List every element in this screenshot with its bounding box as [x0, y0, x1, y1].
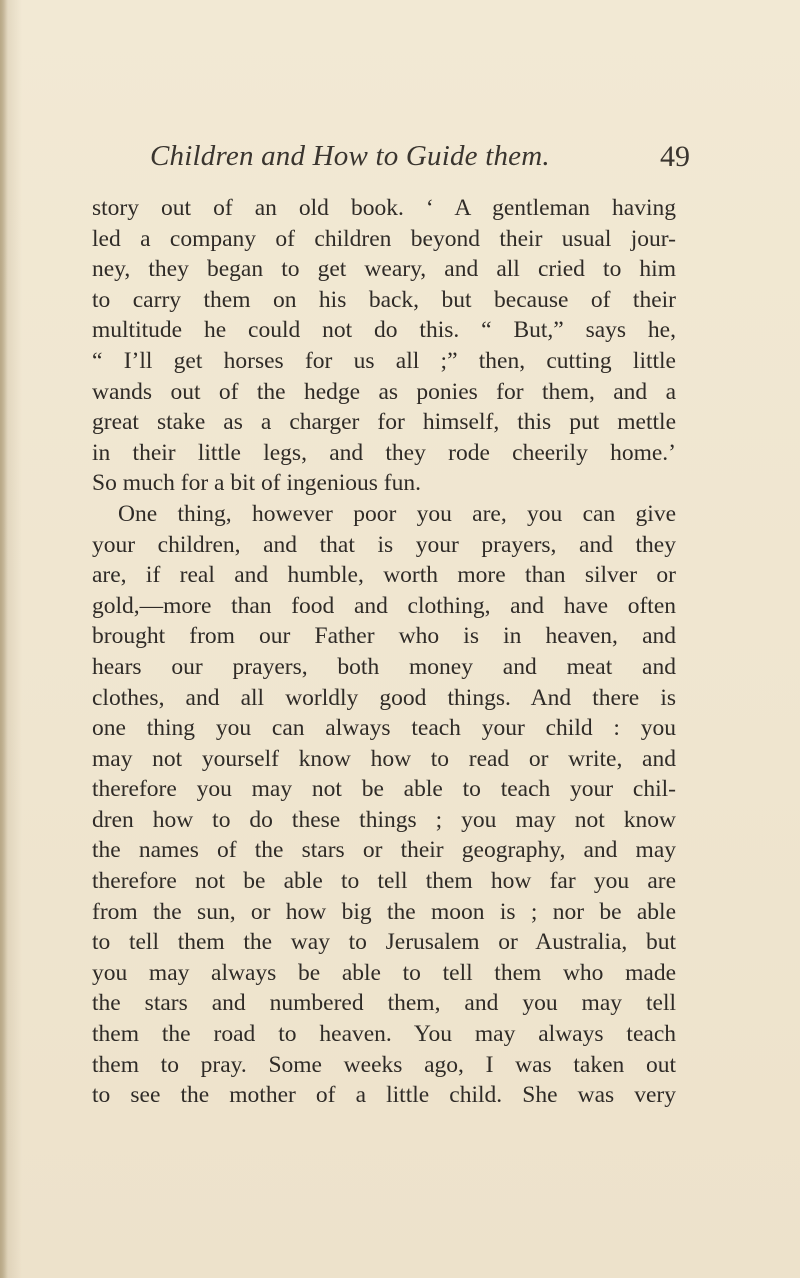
text-line: your children, and that is your prayers, and they	[92, 531, 676, 558]
running-title: Children and How to Guide them.	[150, 140, 550, 172]
text-line: the names of the stars or their geography, and may	[92, 837, 676, 864]
body-text	[92, 193, 676, 1111]
text-line: the stars and numbered them, and you may tell	[92, 990, 676, 1017]
text-line: them to pray. Some weeks ago, I was taken out	[92, 1051, 676, 1078]
text-line: one thing you can always teach your child : you	[92, 715, 676, 742]
text-line: to tell them the way to Jerusalem or Australia, but	[92, 929, 676, 956]
text-line: therefore not be able to tell them how far you are	[92, 868, 676, 895]
text-line: therefore you may not be able to teach your chil-	[92, 776, 676, 803]
page-gutter-shadow	[0, 0, 8, 1278]
text-line: One thing, however poor you are, you can give	[118, 500, 676, 527]
text-line: clothes, and all worldly good things. And there is	[92, 684, 676, 711]
text-line: in their little legs, and they rode cheerily home.’	[92, 439, 676, 466]
text-line: ney, they began to get weary, and all cried to him	[92, 256, 676, 283]
text-line: from the sun, or how big the moon is ; nor be able	[92, 898, 676, 925]
text-line: gold,—more than food and clothing, and have often	[92, 592, 676, 619]
text-line: multitude he could not do this. “ But,” says he,	[92, 317, 676, 344]
text-line: you may always be able to tell them who made	[92, 959, 676, 986]
text-line: great stake as a charger for himself, this put mettle	[92, 409, 676, 436]
text-line: wands out of the hedge as ponies for them, and a	[92, 378, 676, 405]
text-line: “ I’ll get horses for us all ;” then, cutting little	[92, 347, 676, 374]
text-line: hears our prayers, both money and meat and	[92, 653, 676, 680]
text-line: may not yourself know how to read or write, and	[92, 745, 676, 772]
text-line: to carry them on his back, but because of their	[92, 286, 676, 313]
text-line: So much for a bit of ingenious fun.	[92, 470, 421, 497]
text-line: to see the mother of a little child. She was very	[92, 1082, 676, 1109]
text-line: story out of an old book. ‘ A gentleman having	[92, 195, 676, 221]
page-number: 49	[660, 140, 690, 173]
text-line: dren how to do these things ; you may not know	[92, 806, 676, 833]
running-head	[150, 140, 690, 180]
text-line: led a company of children beyond their usual jour-	[92, 225, 676, 252]
text-line: them the road to heaven. You may always teach	[92, 1021, 676, 1048]
text-line: are, if real and humble, worth more than silver or	[92, 562, 676, 589]
text-line: brought from our Father who is in heaven, and	[92, 623, 676, 650]
